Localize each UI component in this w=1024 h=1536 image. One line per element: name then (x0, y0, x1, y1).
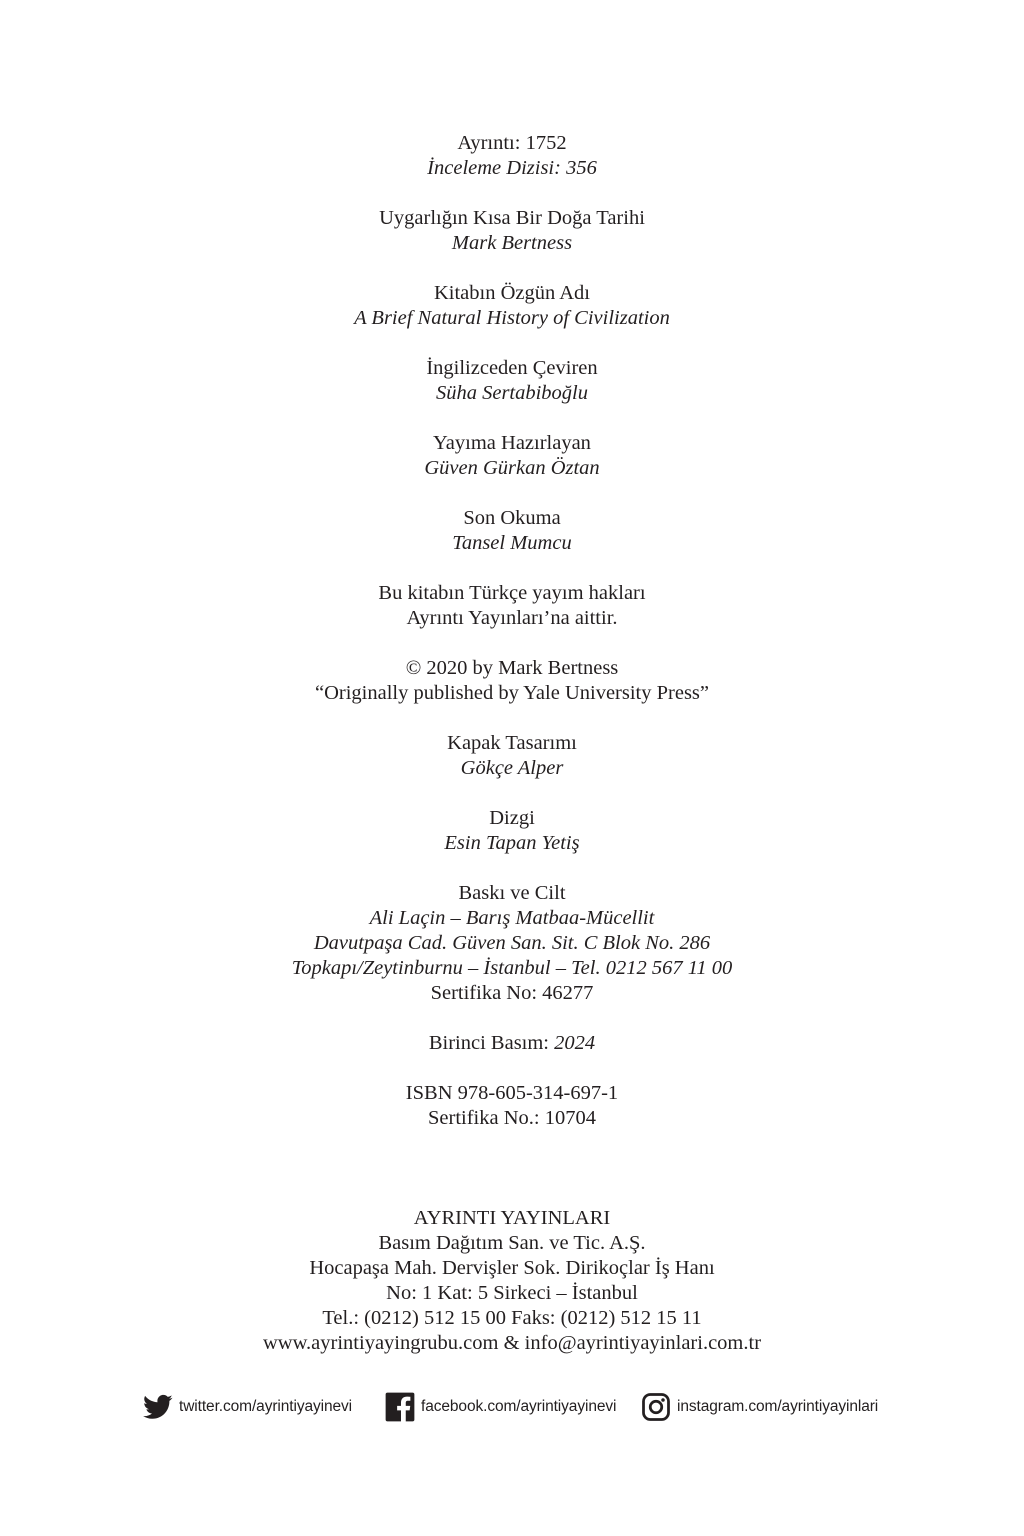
original-title-block (0, 281, 1024, 331)
publisher-certificate: Sertifika No.: 10704 (428, 1107, 596, 1129)
proofreader-name: Tansel Mumcu (452, 532, 572, 554)
rights-block (0, 581, 1024, 631)
proofreading-block (0, 506, 1024, 556)
social-links (0, 1389, 1024, 1425)
publisher-address-2: No: 1 Kat: 5 Sirkeci – İstanbul (386, 1282, 638, 1304)
printer-certificate: Sertifika No: 46277 (430, 982, 594, 1004)
rights-line-1: Bu kitabın Türkçe yayım hakları (378, 582, 646, 604)
printer-address-1: Davutpaşa Cad. Güven San. Sit. C Blok No. 286 (313, 932, 711, 954)
editor-block (0, 431, 1024, 481)
printer-name: Ali Laçin – Barış Matbaa-Mücellit (369, 907, 655, 929)
original-publisher-line: “Originally published by Yale University Press” (314, 682, 709, 704)
social-instagram[interactable] (641, 1389, 878, 1425)
edition-label: Birinci Basım: (428, 1032, 555, 1054)
series-number: Ayrıntı: 1752 (457, 132, 567, 154)
edition-year: 2024 (554, 1032, 596, 1054)
edition-block (0, 1031, 1024, 1056)
social-facebook[interactable] (385, 1389, 616, 1425)
typesetting-block (0, 806, 1024, 856)
printer-address-2: Topkapı/Zeytinburnu – İstanbul – Tel. 0212 567 11 00 (291, 957, 733, 979)
series-block (0, 131, 1024, 181)
facebook-icon (385, 1392, 415, 1422)
publisher-block (0, 1206, 1024, 1356)
typesetting-label: Dizgi (489, 807, 535, 829)
typesetter-name: Esin Tapan Yetiş (444, 832, 580, 854)
copyright-line: © 2020 by Mark Bertness (405, 657, 619, 679)
publisher-address-1: Hocapaşa Mah. Dervişler Sok. Dirikoçlar İş Hanı (309, 1257, 715, 1279)
print-label: Baskı ve Cilt (458, 882, 566, 904)
copyright-block (0, 656, 1024, 706)
publisher-name: AYRINTI YAYINLARI (413, 1207, 611, 1229)
series-name: İnceleme Dizisi: 356 (427, 157, 597, 179)
book-title: Uygarlığın Kısa Bir Doğa Tarihi (379, 207, 645, 229)
editor-label: Yayıma Hazırlayan (433, 432, 591, 454)
editor-name: Güven Gürkan Öztan (424, 457, 600, 479)
isbn: ISBN 978-605-314-697-1 (405, 1082, 619, 1104)
isbn-block (0, 1081, 1024, 1131)
book-author: Mark Bertness (451, 232, 573, 254)
original-title-value: A Brief Natural History of Civilization (354, 307, 670, 329)
proofreading-label: Son Okuma (463, 507, 561, 529)
publisher-phone: Tel.: (0212) 512 15 00 Faks: (0212) 512 15 11 (322, 1307, 702, 1329)
social-twitter[interactable] (143, 1389, 352, 1425)
print-block (0, 881, 1024, 1006)
twitter-handle: twitter.com/ayrintiyayinevi (179, 1398, 353, 1415)
translator-label: İngilizceden Çeviren (426, 357, 598, 379)
publisher-company: Basım Dağıtım San. ve Tic. A.Ş. (378, 1232, 646, 1254)
instagram-icon (641, 1392, 671, 1422)
cover-design-block (0, 731, 1024, 781)
facebook-handle: facebook.com/ayrintiyayinevi (421, 1398, 617, 1415)
cover-design-label: Kapak Tasarımı (447, 732, 577, 754)
rights-line-2: Ayrıntı Yayınları’na aittir. (406, 607, 618, 629)
twitter-icon (143, 1392, 173, 1422)
translator-block (0, 356, 1024, 406)
title-block (0, 206, 1024, 256)
instagram-handle: instagram.com/ayrintiyayinlari (677, 1398, 879, 1415)
translator-name: Süha Sertabiboğlu (435, 382, 589, 404)
cover-designer-name: Gökçe Alper (460, 757, 564, 779)
original-title-label: Kitabın Özgün Adı (433, 282, 590, 304)
edition-line (0, 1031, 1024, 1056)
publisher-web: www.ayrintiyayingrubu.com & info@ayrintiyayinlari.com.tr (262, 1332, 762, 1354)
